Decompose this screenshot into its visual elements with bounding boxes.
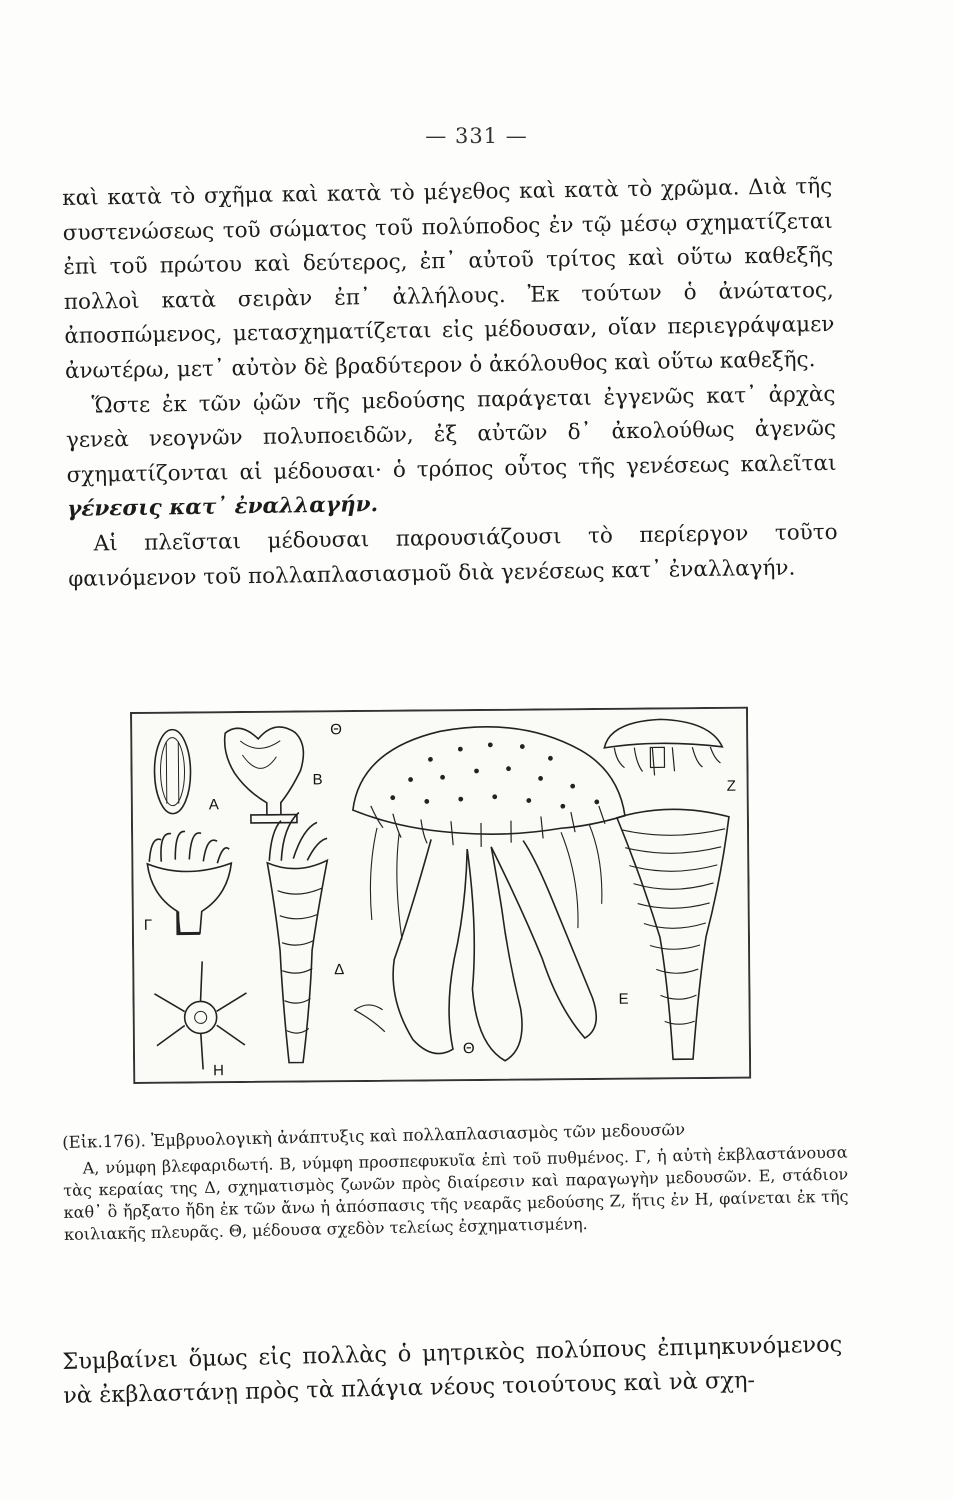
medusa-development-drawing <box>130 707 751 1084</box>
figure-frame <box>131 708 750 1083</box>
term-alternation-of-generations: γένεσις κατ᾽ ἐναλλαγήν. <box>66 492 379 523</box>
figure-labels <box>142 718 738 1080</box>
label-a: Α <box>208 796 219 814</box>
ephyra-h-drawing <box>154 961 247 1070</box>
label-g: Γ <box>143 916 153 934</box>
label-theta-top: Θ <box>330 721 342 739</box>
strobila-e-drawing <box>617 809 731 1060</box>
polyp-g-drawing <box>147 831 232 934</box>
paragraph-3: Αἱ πλεῖσται μέδουσαι παρουσιάζουσι τὸ περίεργον τοῦτο φαινόμενον τοῦ πολλαπλασιασμοῦ διὰ γενέσεως κατ᾽ ἐναλλαγήν. <box>68 519 838 592</box>
bottom-paragraph: Συμβαίνει ὅμως εἰς πολλὰς ὁ μητρικὸς πολύπους ἐπιμηκυνόμενος νὰ ἐκβλαστάνῃ πρὸς τὰ πλάγια νέους τοιούτους καὶ νὰ σχη- <box>62 1331 843 1409</box>
polyp-b-drawing <box>225 727 304 823</box>
label-h: Η <box>213 1062 225 1080</box>
bottom-text <box>62 1327 843 1413</box>
body-text <box>62 170 838 597</box>
figure-caption <box>62 1116 849 1246</box>
label-theta-bottom: Θ <box>462 1040 475 1058</box>
figure-illustration <box>130 707 751 1084</box>
medusa-theta-drawing <box>352 726 627 1062</box>
caption-body: Α, νύμφη βλεφαριδωτή. Β, νύμφη προσπεφυκυῖα ἐπὶ τοῦ πυθμένος. Γ, ἡ αὐτὴ ἐκβλαστάνουσα τὰς κεραίας της Δ, σχηματισμὸς ζωνῶν πρὸς διαίρεσιν καὶ παραγωγὴν μεδουσῶν. Ε, στάδιον καθ᾽ ὃ ἤρξατο ἤδη ἐκ τῶν ἄνω ἡ ἀπόσπασις τῆς νεαρᾶς μεδούσης Ζ, ἥτις ἐν Η, φαίνεται ἐκ τῆς κοιλιακῆς πλευρᾶς. Θ, μέδουσα σχεδὸν τελείως ἐσχηματισμένη. <box>63 1142 849 1244</box>
medusa-z-drawing <box>604 719 722 776</box>
label-e: Ε <box>618 990 629 1008</box>
paragraph-1: καὶ κατὰ τὸ σχῆμα καὶ κατὰ τὸ μέγεθος καὶ κατὰ τὸ χρῶμα. Διὰ τῆς συστενώσεως τοῦ σώματος τοῦ πολύποδος ἐν τῷ μέσῳ σχηματίζεται ἐπὶ τοῦ πρώτου καὶ δεύτερος, ἐπ᾽ αὐτοῦ τρίτος καὶ οὕτω καθεξῆς πολλοὶ κατὰ σειρὰν ἐπ᾽ ἀλλήλους. Ἐκ τούτων ὁ ἀνώτατος, ἀποσπώμενος, μετασχηματίζεται εἰς μέδουσαν, οἵαν περιεγράψαμεν ἀνωτέρω, μετ᾽ αὐτὸν δὲ βραδύτερον ὁ ἀκόλουθος καὶ οὕτω καθεξῆς. <box>62 173 835 384</box>
caption-title: (Εἰκ.176). Ἐμβρυολογικὴ ἀνάπτυξις καὶ πολλαπλασιασμὸς τῶν μεδουσῶν <box>62 1119 686 1152</box>
strobila-d-drawing <box>267 812 329 1063</box>
page-number: — 331 — <box>425 124 528 148</box>
label-d: Δ <box>334 961 345 979</box>
paragraph-2-text: Ὥστε ἐκ τῶν ᾠῶν τῆς μεδούσης παράγεται ἐγγενῶς κατ᾽ ἀρχὰς γενεὰ νεογνῶν πολυποειδῶν, ἐξ αὐτῶν δ᾽ ἀκολούθως ἀγενῶς σχηματίζονται αἱ μέδουσαι· ὁ τρόπος οὗτος τῆς γενέσεως καλεῖται <box>65 381 837 488</box>
larva-a-drawing <box>154 729 191 813</box>
label-z: Ζ <box>726 777 736 795</box>
paragraph-2 <box>65 377 837 527</box>
label-b: Β <box>312 771 323 789</box>
